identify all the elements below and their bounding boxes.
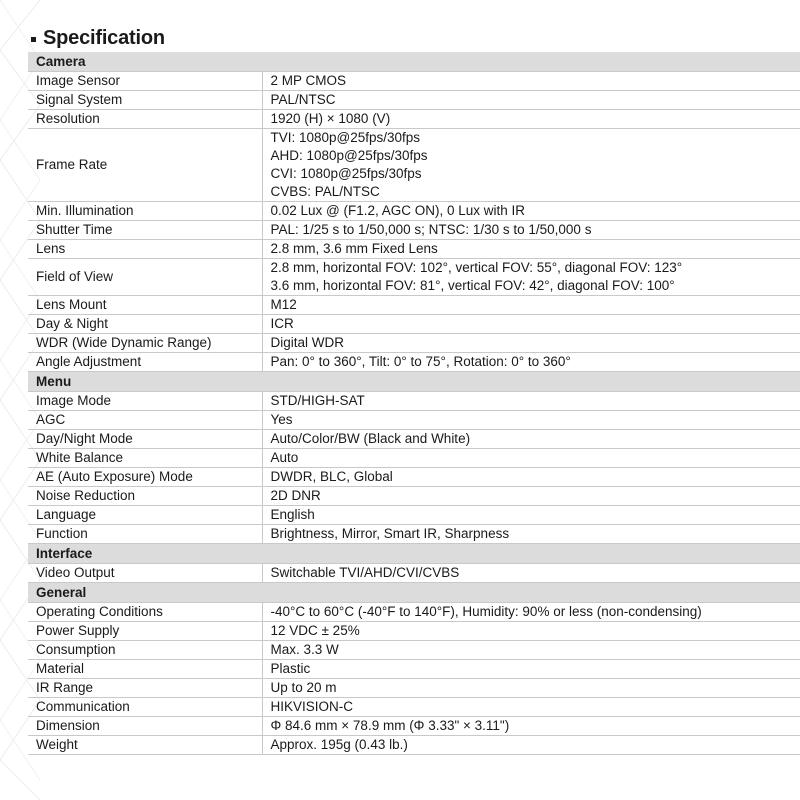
spec-row bbox=[28, 110, 800, 129]
section-title: Camera bbox=[28, 52, 800, 72]
spec-key: IR Range bbox=[28, 679, 262, 698]
spec-row bbox=[28, 334, 800, 353]
spec-value-line: 2.8 mm, horizontal FOV: 102°, vertical FOV: 55°, diagonal FOV: 123° bbox=[270, 260, 683, 275]
spec-value-line: PAL: 1/25 s to 1/50,000 s; NTSC: 1/30 s to 1/50,000 s bbox=[270, 222, 592, 237]
spec-key: Material bbox=[28, 660, 262, 679]
spec-value bbox=[262, 315, 800, 334]
page-title bbox=[31, 24, 165, 52]
spec-row bbox=[28, 660, 800, 679]
spec-value-line: 2D DNR bbox=[270, 488, 321, 503]
spec-value-line: Plastic bbox=[270, 661, 311, 676]
spec-value bbox=[262, 449, 800, 468]
spec-row bbox=[28, 564, 800, 583]
spec-row bbox=[28, 622, 800, 641]
spec-value bbox=[262, 259, 800, 296]
spec-value-line: M12 bbox=[270, 297, 297, 312]
spec-row bbox=[28, 717, 800, 736]
section-title: General bbox=[28, 583, 800, 603]
spec-row bbox=[28, 641, 800, 660]
spec-value-line: AHD: 1080p@25fps/30fps bbox=[270, 148, 428, 163]
spec-value-line: Digital WDR bbox=[270, 335, 345, 350]
spec-value bbox=[262, 660, 800, 679]
spec-key: Language bbox=[28, 506, 262, 525]
spec-value bbox=[262, 430, 800, 449]
section-header bbox=[28, 372, 800, 392]
spec-value-line: 3.6 mm, horizontal FOV: 81°, vertical FOV: 42°, diagonal FOV: 100° bbox=[270, 278, 675, 293]
spec-value-line: Up to 20 m bbox=[270, 680, 337, 695]
spec-row bbox=[28, 91, 800, 110]
spec-value-line: STD/HIGH-SAT bbox=[270, 393, 365, 408]
spec-value-line: HIKVISION-C bbox=[270, 699, 354, 714]
spec-value-line: English bbox=[270, 507, 315, 522]
spec-row bbox=[28, 72, 800, 91]
spec-value bbox=[262, 296, 800, 315]
spec-row bbox=[28, 487, 800, 506]
spec-row bbox=[28, 736, 800, 755]
section-header bbox=[28, 583, 800, 603]
spec-value bbox=[262, 353, 800, 372]
spec-value-line: Yes bbox=[270, 412, 293, 427]
spec-row bbox=[28, 392, 800, 411]
spec-key: Day & Night bbox=[28, 315, 262, 334]
spec-key: AE (Auto Exposure) Mode bbox=[28, 468, 262, 487]
spec-row bbox=[28, 603, 800, 622]
spec-value bbox=[262, 468, 800, 487]
spec-value-line: Approx. 195g (0.43 lb.) bbox=[270, 737, 408, 752]
spec-key: Image Mode bbox=[28, 392, 262, 411]
spec-row bbox=[28, 506, 800, 525]
section-header bbox=[28, 52, 800, 72]
spec-value-line: Switchable TVI/AHD/CVI/CVBS bbox=[270, 565, 460, 580]
spec-value-line: CVI: 1080p@25fps/30fps bbox=[270, 166, 422, 181]
spec-row bbox=[28, 679, 800, 698]
spec-value-line: Pan: 0° to 360°, Tilt: 0° to 75°, Rotation: 0° to 360° bbox=[270, 354, 571, 369]
spec-value bbox=[262, 603, 800, 622]
spec-key: Consumption bbox=[28, 641, 262, 660]
spec-key: Resolution bbox=[28, 110, 262, 129]
spec-value-line: Brightness, Mirror, Smart IR, Sharpness bbox=[270, 526, 510, 541]
spec-value bbox=[262, 240, 800, 259]
spec-row bbox=[28, 259, 800, 296]
spec-row bbox=[28, 315, 800, 334]
spec-row bbox=[28, 430, 800, 449]
spec-value-line: Auto/Color/BW (Black and White) bbox=[270, 431, 471, 446]
spec-value bbox=[262, 411, 800, 430]
spec-value-line: 12 VDC ± 25% bbox=[270, 623, 360, 638]
spec-key: Lens Mount bbox=[28, 296, 262, 315]
specification-table bbox=[28, 52, 800, 755]
spec-value bbox=[262, 698, 800, 717]
spec-value-line: 0.02 Lux @ (F1.2, AGC ON), 0 Lux with IR bbox=[270, 203, 526, 218]
spec-key: Angle Adjustment bbox=[28, 353, 262, 372]
spec-value bbox=[262, 679, 800, 698]
spec-key: Dimension bbox=[28, 717, 262, 736]
spec-row bbox=[28, 240, 800, 259]
spec-value bbox=[262, 91, 800, 110]
section-header bbox=[28, 544, 800, 564]
spec-value-line: PAL/NTSC bbox=[270, 92, 336, 107]
spec-key: Image Sensor bbox=[28, 72, 262, 91]
spec-value-line: 2 MP CMOS bbox=[270, 73, 347, 88]
spec-key: Signal System bbox=[28, 91, 262, 110]
spec-value-line: 2.8 mm, 3.6 mm Fixed Lens bbox=[270, 241, 438, 256]
spec-key: Noise Reduction bbox=[28, 487, 262, 506]
spec-value-line: Φ 84.6 mm × 78.9 mm (Φ 3.33" × 3.11") bbox=[270, 718, 510, 733]
spec-key: Video Output bbox=[28, 564, 262, 583]
spec-key: Operating Conditions bbox=[28, 603, 262, 622]
spec-value bbox=[262, 110, 800, 129]
title-bullet-icon bbox=[31, 37, 36, 42]
spec-value bbox=[262, 129, 800, 202]
spec-value bbox=[262, 487, 800, 506]
spec-key: Day/Night Mode bbox=[28, 430, 262, 449]
spec-value bbox=[262, 622, 800, 641]
spec-key: Weight bbox=[28, 736, 262, 755]
spec-key: AGC bbox=[28, 411, 262, 430]
spec-value bbox=[262, 334, 800, 353]
spec-row bbox=[28, 353, 800, 372]
spec-row bbox=[28, 525, 800, 544]
section-title: Interface bbox=[28, 544, 800, 564]
spec-value-line: DWDR, BLC, Global bbox=[270, 469, 393, 484]
spec-row bbox=[28, 221, 800, 240]
spec-row bbox=[28, 296, 800, 315]
spec-key: Power Supply bbox=[28, 622, 262, 641]
spec-value-line: TVI: 1080p@25fps/30fps bbox=[270, 130, 421, 145]
spec-value bbox=[262, 202, 800, 221]
spec-value-line: ICR bbox=[270, 316, 294, 331]
spec-value-line: Max. 3.3 W bbox=[270, 642, 339, 657]
page-title-text: Specification bbox=[43, 26, 165, 49]
spec-value-line: CVBS: PAL/NTSC bbox=[270, 184, 380, 199]
section-title: Menu bbox=[28, 372, 800, 392]
spec-key: White Balance bbox=[28, 449, 262, 468]
spec-key: Min. Illumination bbox=[28, 202, 262, 221]
spec-value bbox=[262, 506, 800, 525]
spec-row bbox=[28, 202, 800, 221]
spec-key: Communication bbox=[28, 698, 262, 717]
spec-value bbox=[262, 717, 800, 736]
spec-value bbox=[262, 736, 800, 755]
spec-key: Function bbox=[28, 525, 262, 544]
spec-key: Shutter Time bbox=[28, 221, 262, 240]
spec-value-line: -40°C to 60°C (-40°F to 140°F), Humidity: 90% or less (non-condensing) bbox=[270, 604, 702, 619]
spec-value bbox=[262, 72, 800, 91]
spec-key: Frame Rate bbox=[28, 129, 262, 202]
spec-row bbox=[28, 411, 800, 430]
spec-value bbox=[262, 221, 800, 240]
spec-row bbox=[28, 698, 800, 717]
spec-value-line: Auto bbox=[270, 450, 299, 465]
spec-row bbox=[28, 449, 800, 468]
specification-table-body bbox=[28, 52, 800, 755]
spec-row bbox=[28, 129, 800, 202]
spec-key: Field of View bbox=[28, 259, 262, 296]
spec-value-line: 1920 (H) × 1080 (V) bbox=[270, 111, 391, 126]
spec-key: Lens bbox=[28, 240, 262, 259]
spec-value bbox=[262, 392, 800, 411]
spec-value bbox=[262, 525, 800, 544]
spec-row bbox=[28, 468, 800, 487]
spec-key: WDR (Wide Dynamic Range) bbox=[28, 334, 262, 353]
spec-value bbox=[262, 641, 800, 660]
spec-value bbox=[262, 564, 800, 583]
